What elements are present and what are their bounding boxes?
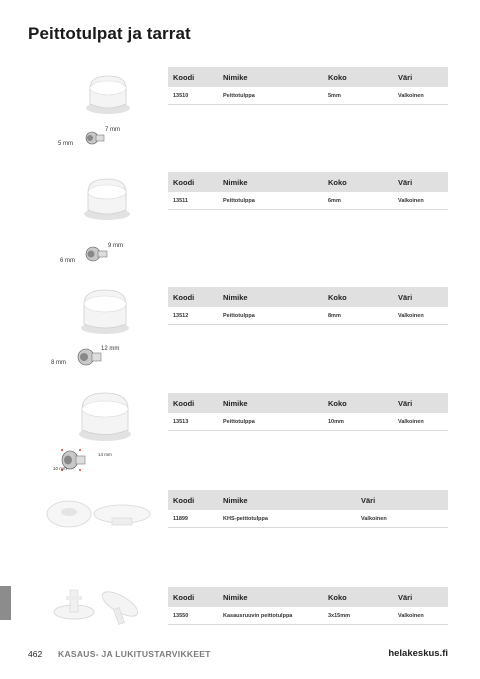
col-color: Väri (393, 67, 448, 87)
assembly-screw-cap-photo-13550 (48, 582, 144, 628)
table-row (168, 510, 448, 528)
col-size: Koko (323, 287, 393, 307)
col-size: Koko (323, 393, 393, 413)
col-color: Väri (393, 287, 448, 307)
cell-size: 6mm (323, 192, 393, 210)
product-table-13513 (168, 393, 448, 431)
col-code: Koodi (168, 67, 218, 87)
table-row (168, 192, 448, 210)
product-table-11899 (168, 490, 448, 528)
cell-code: 13511 (168, 192, 218, 210)
cell-name: KHS-peittotulppa (218, 510, 356, 528)
khs-cap-photo-11899 (44, 492, 154, 536)
dim-head-label: 14 mm (98, 452, 112, 457)
cell-color: Valkoinen (356, 510, 448, 528)
col-color: Väri (393, 172, 448, 192)
cap-dimension-drawing-13512 (70, 345, 104, 369)
cap-photo-13511 (76, 170, 138, 224)
product-table-13550 (168, 587, 448, 625)
cap-dimension-drawing-13510 (78, 128, 108, 148)
page-title: Peittotulpat ja tarrat (28, 24, 191, 43)
cell-size: 5mm (323, 87, 393, 105)
col-color: Väri (356, 490, 448, 510)
cap-photo-13510 (78, 68, 138, 118)
col-name: Nimike (218, 172, 323, 192)
cell-name: Peittotulppa (218, 192, 323, 210)
cell-name: Peittotulppa (218, 413, 323, 431)
product-table-13511 (168, 172, 448, 210)
cap-photo-13513 (70, 385, 140, 445)
cell-code: 13512 (168, 307, 218, 325)
col-color: Väri (393, 587, 448, 607)
cell-size: 3x15mm (323, 607, 393, 625)
cell-size: 10mm (323, 413, 393, 431)
cell-color: Valkoinen (393, 87, 448, 105)
cell-size: 8mm (323, 307, 393, 325)
dim-head-label: 12 mm (101, 346, 120, 352)
dim-head-label: 9 mm (108, 243, 123, 249)
dim-diameter-label: 5 mm (58, 141, 73, 147)
table-row (168, 413, 448, 431)
col-size: Koko (323, 67, 393, 87)
col-size: Koko (323, 172, 393, 192)
dim-diameter-label: 10 mm (53, 466, 67, 471)
cell-color: Valkoinen (393, 413, 448, 431)
product-table-13512 (168, 287, 448, 325)
col-code: Koodi (168, 287, 218, 307)
col-name: Nimike (218, 587, 323, 607)
cell-name: Kasausruuvin peittotulppa (218, 607, 323, 625)
col-color: Väri (393, 393, 448, 413)
table-row (168, 87, 448, 105)
cap-dimension-drawing-13511 (78, 243, 110, 265)
cell-code: 13510 (168, 87, 218, 105)
table-row (168, 307, 448, 325)
col-name: Nimike (218, 287, 323, 307)
col-code: Koodi (168, 393, 218, 413)
dim-head-label: 7 mm (105, 127, 120, 133)
section-title: KASAUS- JA LUKITUSTARVIKKEET (58, 649, 211, 659)
col-code: Koodi (168, 587, 218, 607)
cell-color: Valkoinen (393, 192, 448, 210)
side-tab-marker (0, 586, 11, 620)
site-name: helakeskus.fi (388, 648, 448, 659)
cell-code: 13550 (168, 607, 218, 625)
cell-color: Valkoinen (393, 307, 448, 325)
dim-diameter-label: 6 mm (60, 258, 75, 264)
col-name: Nimike (218, 490, 356, 510)
col-code: Koodi (168, 172, 218, 192)
cell-color: Valkoinen (393, 607, 448, 625)
cell-name: Peittotulppa (218, 87, 323, 105)
cell-code: 13513 (168, 413, 218, 431)
col-code: Koodi (168, 490, 218, 510)
cell-code: 11899 (168, 510, 218, 528)
col-name: Nimike (218, 393, 323, 413)
col-name: Nimike (218, 67, 323, 87)
table-row (168, 607, 448, 625)
col-size: Koko (323, 587, 393, 607)
cap-photo-13512 (72, 282, 138, 338)
cell-name: Peittotulppa (218, 307, 323, 325)
page-number: 462 (28, 649, 43, 659)
product-table-13510 (168, 67, 448, 105)
dim-diameter-label: 8 mm (51, 360, 66, 366)
